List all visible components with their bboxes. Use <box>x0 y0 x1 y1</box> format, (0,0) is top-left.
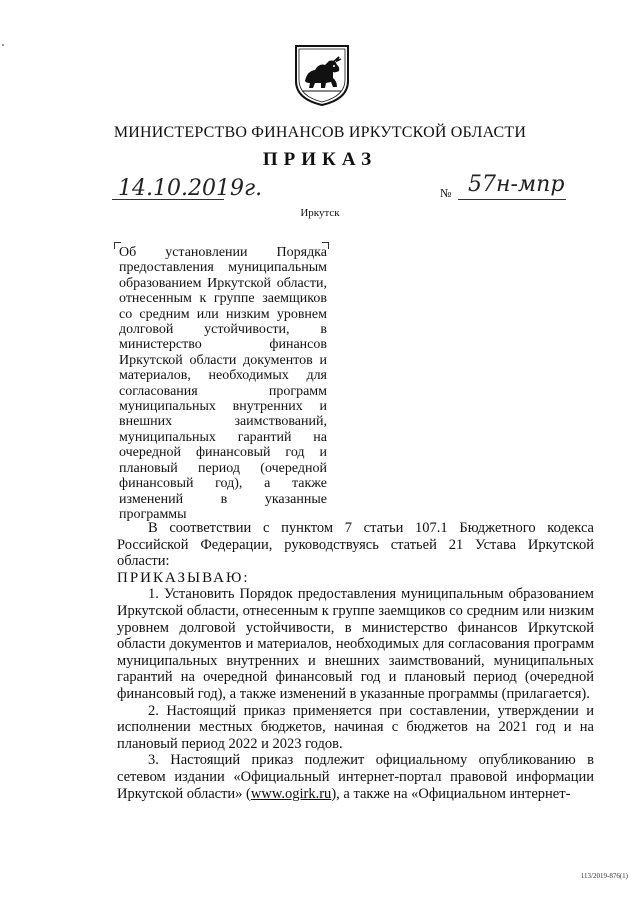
date-underline <box>112 199 224 200</box>
coat-of-arms-icon <box>293 43 351 107</box>
footer-code: 113/2019-876(1) <box>580 872 628 880</box>
order-item-3-end: ), а также на «Официальном интернет- <box>331 785 571 802</box>
document-number: 57н-мпр <box>468 172 565 197</box>
preamble: В соответствии с пунктом 7 статьи 107.1 Бюджетного кодекса Российской Федерации, руководствуясь статьей 21 Устава Иркутской области: <box>117 520 594 570</box>
margin-mark <box>2 44 4 46</box>
document-title: Об установлении Порядка предоставления муниципальным образованием Иркутской области, отнесенным к группе заемщиков со средним или низким уровнем долговой устойчивости, в министерство финансов Иркутской области документов и материалов, необходимых для согласования программ муниципальных внутренних и внешних заимствований, муниципальных гарантий на очередной финансовый год и плановый период (очередной финансовый год), а также изменений в указанные программы <box>119 245 327 522</box>
order-item-1: 1. Установить Порядок предоставления муниципальным образованием Иркутской области, отнесенным к группе заемщиков со средним или низким уровнем долговой устойчивости, в министерство финансов Иркутской области документов и материалов, необходимых для согласования программ муниципальных внутренних и внешних заимствований, муниципальных гарантий на очередной финансовый год и плановый период (очередной финансовый год), а также изменений в указанные программы (прилагается). <box>117 586 594 702</box>
document-body <box>117 520 594 802</box>
order-item-3-start: 3. Настоящий приказ подлежит официальному опубликованию в сетевом издании «Официальный интернет-портал правовой информации Иркутской области» ( <box>117 752 594 802</box>
number-underline <box>458 199 566 200</box>
order-item-2: 2. Настоящий приказ применяется при составлении, утверждении и исполнении местных бюджетов, начиная с бюджетов на 2021 год и на плановый период 2022 и 2023 годов. <box>117 702 594 752</box>
ministry-name: МИНИСТЕРСТВО ФИНАНСОВ ИРКУТСКОЙ ОБЛАСТИ <box>113 124 527 141</box>
document-date: 14.10.2019г. <box>118 176 263 201</box>
order-word: ПРИКАЗЫВАЮ: <box>117 569 250 586</box>
number-label: № <box>440 186 452 200</box>
document-type: ПРИКАЗ <box>262 149 378 170</box>
order-item-3 <box>117 752 594 802</box>
ogirk-link[interactable]: www.ogirk.ru <box>250 785 332 802</box>
city: Иркутск <box>300 207 340 219</box>
